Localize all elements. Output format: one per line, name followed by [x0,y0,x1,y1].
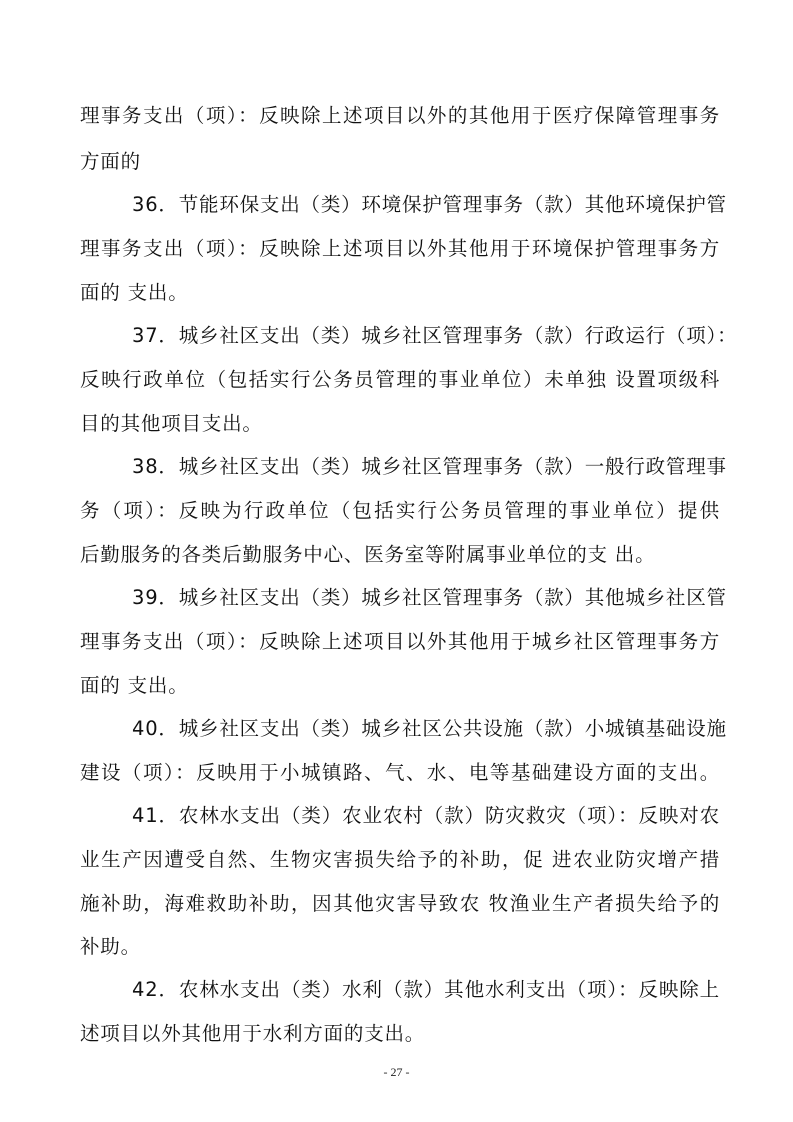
text-line: 业生产因遭受自然、生物灾害损失给予的补助，促 进农业防灾增产措 [80,848,720,871]
paragraph-42-line: 42．农林水支出（类）水利（款）其他水利支出（项）：反映除上 [132,978,720,1001]
text-line: 反映行政单位（包括实行公务员管理的事业单位）未单独 设置项级科 [80,368,720,391]
text-line: 面的 支出。 [80,674,189,697]
paragraph-36-line: 36．节能环保支出（类）环境保护管理事务（款）其他环境保护管 [132,193,727,216]
text-line: 后勤服务的各类后勤服务中心、医务室等附属事业单位的支 出。 [80,543,656,566]
text-line: 施补助，海难救助补助，因其他灾害导致农 牧渔业生产者损失给予的 [80,892,720,915]
text-line: 理事务支出（项）：反映除上述项目以外其他用于环境保护管理事务方 [80,237,720,260]
paragraph-39-line: 39．城乡社区支出（类）城乡社区管理事务（款）其他城乡社区管 [132,586,727,609]
text-line: 述项目以外其他用于水利方面的支出。 [80,1022,426,1045]
paragraph-38-line: 38．城乡社区支出（类）城乡社区管理事务（款）一般行政管理事 [132,455,727,478]
text-line: 务（项）：反映为行政单位（包括实行公务员管理的事业单位）提供 [80,499,720,522]
text-line: 建设（项）：反映用于小城镇路、气、水、电等基础建设方面的支出。 [80,761,720,784]
text-line: 目的其他项目支出。 [80,412,263,435]
text-line: 面的 支出。 [80,281,189,304]
page-number: - 27 - [383,1065,410,1079]
paragraph-40-line: 40．城乡社区支出（类）城乡社区公共设施（款）小城镇基础设施 [132,717,727,740]
text-line: 理事务支出（项）：反映除上述项目以外其他用于城乡社区管理事务方 [80,630,720,653]
text-line: 补助。 [80,935,141,958]
text-line: 理事务支出（项）：反映除上述项目以外的其他用于医疗保障管理事务 [80,104,720,127]
text-line: 方面的 [80,150,141,173]
paragraph-41-line: 41．农林水支出（类）农业农村（款）防灾救灾（项）：反映对农 [132,804,720,827]
paragraph-37-line: 37．城乡社区支出（类）城乡社区管理事务（款）行政运行（项）： [132,324,738,347]
